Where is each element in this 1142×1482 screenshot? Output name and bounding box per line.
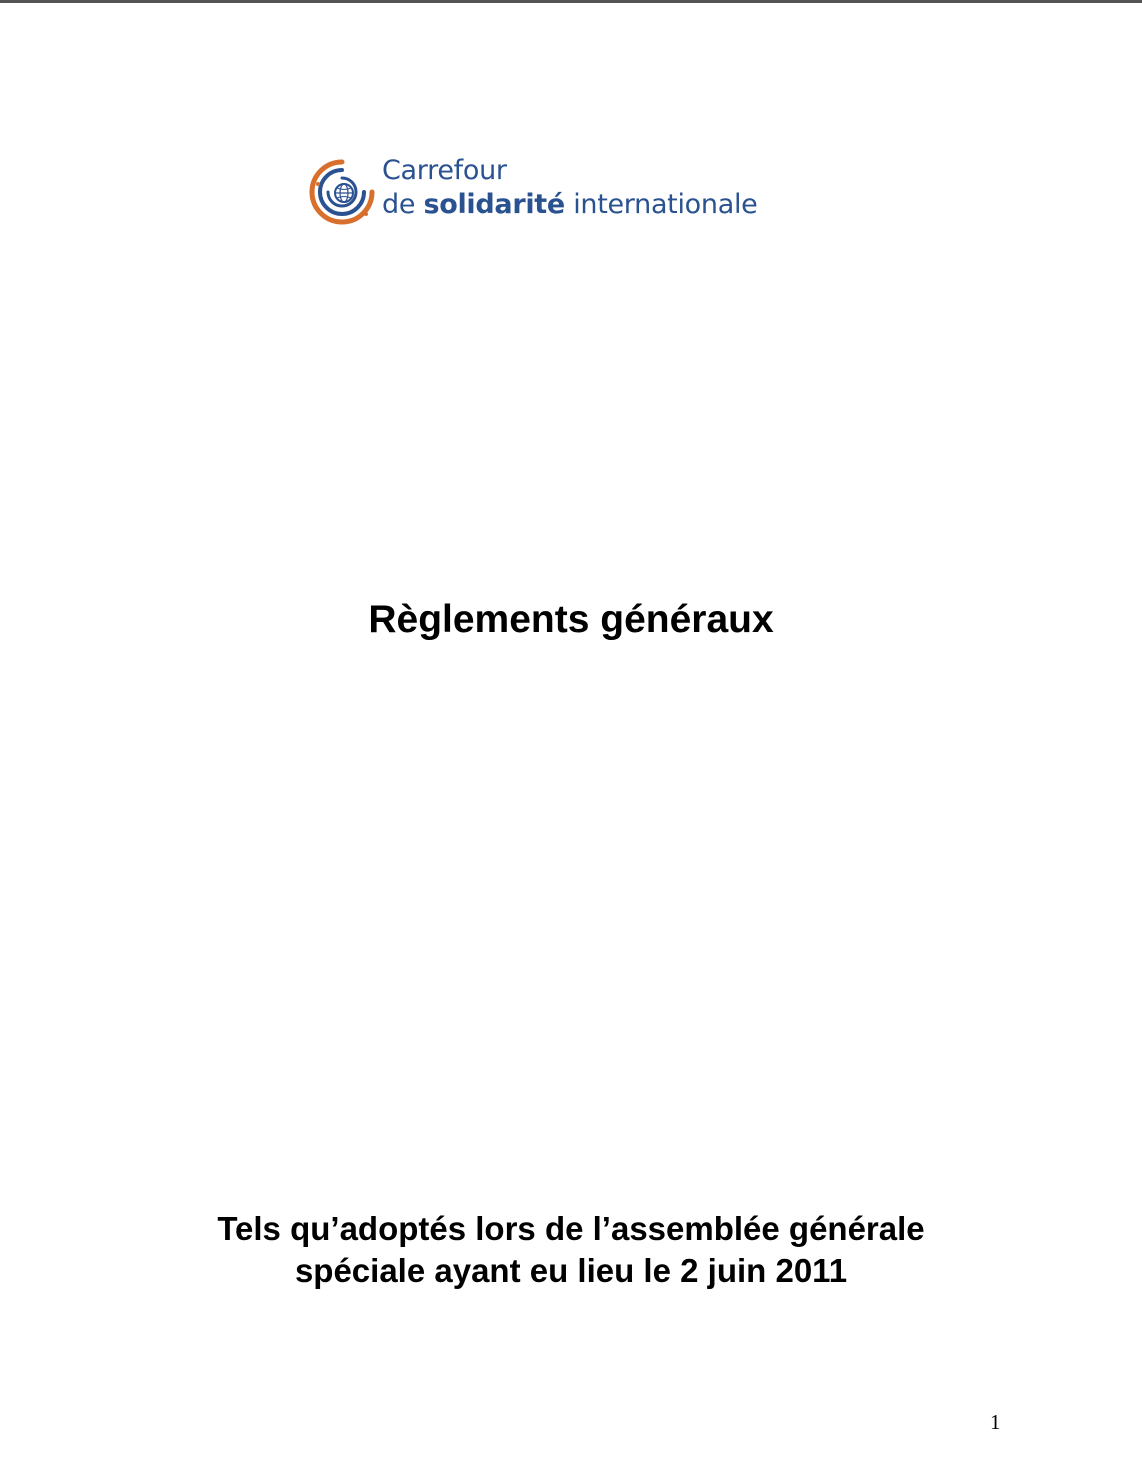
globe-swirl-logo-icon	[306, 156, 378, 228]
top-rule	[0, 0, 1142, 3]
logo-line-2-suffix: internationale	[564, 189, 758, 220]
document-title: Règlements généraux	[368, 598, 774, 641]
subtitle-line-2: spéciale ayant eu lieu le 2 juin 2011	[294, 1252, 848, 1289]
page-number: 1	[990, 1410, 1001, 1434]
document-subtitle	[0, 1208, 1142, 1292]
logo-line-2	[382, 188, 757, 222]
logo-wordmark	[382, 154, 757, 222]
subtitle-line-1: Tels qu’adoptés lors de l’assemblée générale	[217, 1210, 925, 1247]
logo-line-2-prefix: de	[382, 189, 424, 220]
logo-line-2-bold: solidarité	[423, 189, 565, 220]
logo-line-1: Carrefour	[382, 155, 507, 186]
organization-logo	[306, 154, 836, 234]
